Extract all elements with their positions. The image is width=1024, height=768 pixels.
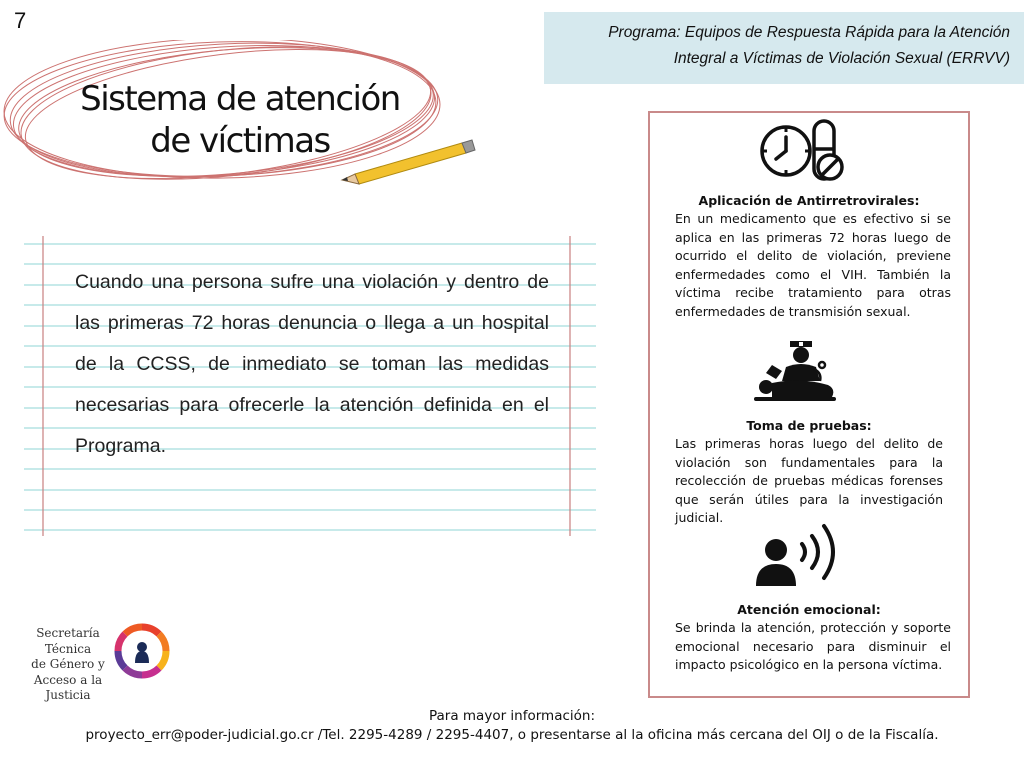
notebook-text: Cuando una persona sufre una violación y dentro de las primeras 72 horas denuncia o llega a un hospital de la CCSS, de inmediato se toman las medidas necesarias para ofrecerle la atención definida en el Programa.: [75, 271, 549, 457]
program-banner: [544, 12, 1024, 84]
person-speaking-icon: [754, 522, 844, 593]
title-area: [0, 40, 480, 200]
doctor-patient-icon: [750, 335, 840, 410]
info-box: [648, 111, 970, 698]
section-body-antirretrovirales: En un medicamento que es efectivo si se aplica en las primeras 72 horas luego de ocurrido el delito de violación, previene enfermedades como el VIH. También la víctima recibe tratamiento para otras enfermedades de transmisión sexual.: [675, 211, 951, 319]
title-line-1: Sistema de atención: [80, 79, 400, 119]
footer-contact: proyecto_err@poder-judicial.go.cr /Tel. 2295-4289 / 2295-4407, o presentarse al la oficina más cercana del OIJ o de la Fiscalía.: [85, 727, 939, 743]
section-body-toma-pruebas: Las primeras horas luego del delito de violación son fundamentales para la recolección de pruebas médicas forenses que serán útiles para la investigación judicial.: [675, 436, 943, 525]
section-title-toma-pruebas: Toma de pruebas:: [746, 418, 872, 433]
logo-line-1: Secretaría Técnica: [36, 626, 100, 656]
section-title-antirretrovirales: Aplicación de Antirretrovirales:: [698, 193, 920, 208]
logo-line-2: de Género y: [31, 657, 105, 671]
program-line-1: Programa: Equipos de Respuesta Rápida para la Atención: [608, 24, 1010, 41]
secretaria-logo: [18, 620, 168, 702]
notebook-panel: [24, 236, 596, 536]
footer-label: Para mayor información:: [428, 708, 596, 724]
section-title-atencion-emocional: Atención emocional:: [737, 602, 881, 617]
program-line-2: Integral a Víctimas de Violación Sexual (ERRVV): [673, 50, 1010, 67]
logo-text: [18, 626, 118, 704]
title-line-2: de víctimas: [150, 121, 330, 161]
clock-pills-icon: [756, 119, 846, 188]
logo-line-3: Acceso a la Justicia: [33, 672, 103, 702]
page-title: [40, 78, 440, 162]
section-body-atencion-emocional: Se brinda la atención, protección y soporte emocional necesario para disminuir el impacto psicológico en la persona víctima.: [675, 620, 951, 672]
logo-wheel-icon: [114, 622, 170, 680]
page-number: 7: [14, 8, 27, 33]
